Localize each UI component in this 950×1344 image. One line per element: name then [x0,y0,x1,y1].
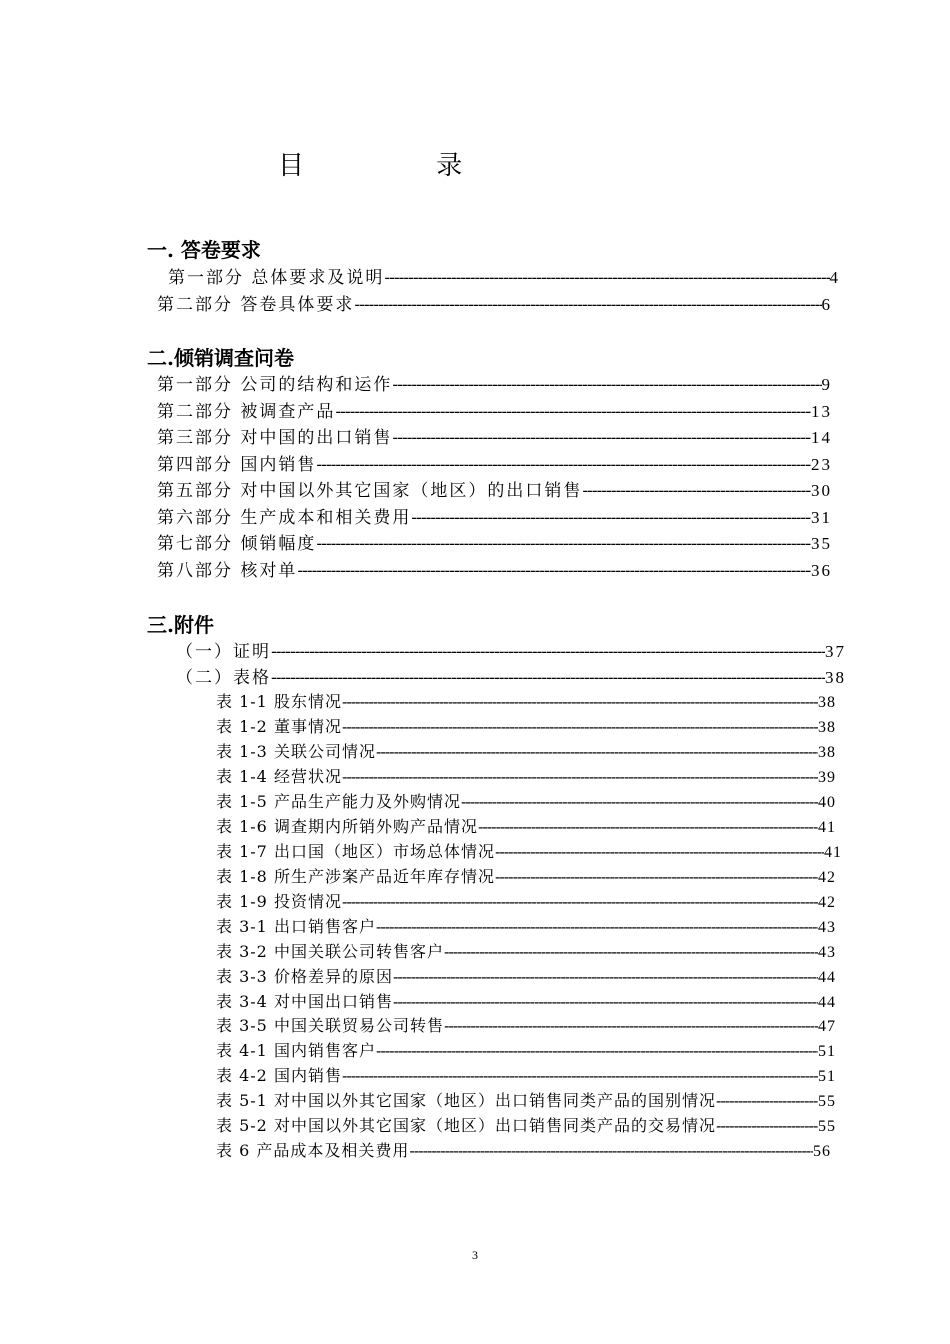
section-heading-2: 二.倾销调查问卷 [147,346,294,370]
toc-entry[interactable] [157,556,832,580]
toc-entry-page: 44 [818,994,836,1011]
toc-table-entry[interactable] [216,739,836,763]
toc-entry-label: 第一部分 公司的结构和运作 [157,375,393,394]
toc-entry[interactable] [157,503,832,527]
toc-entry-page: 38 [818,719,836,736]
dot-leader [297,561,811,580]
toc-table-entry[interactable] [216,814,836,838]
toc-entry-label: 表 1-9 投资情况 [216,892,342,911]
toc-entry-label: 表 1-7 出口国（地区）市场总体情况 [216,842,495,861]
dot-leader [376,1041,818,1060]
dot-leader [316,455,811,474]
toc-entry-label: 第二部分 答卷具体要求 [157,295,355,314]
toc-table-entry[interactable] [216,1038,836,1062]
toc-table-entry[interactable] [216,989,836,1013]
dot-leader [376,742,818,761]
toc-entry-page: 41 [818,819,836,836]
toc-entry-page: 38 [825,668,846,687]
toc-entry-label: 表 5-1 对中国以外其它国家（地区）出口销售同类产品的国别情况 [216,1091,716,1110]
toc-entry-label: 表 1-3 关联公司情况 [216,742,376,761]
dot-leader [478,817,818,836]
toc-entry-page: 42 [818,894,836,911]
toc-table-entry[interactable] [216,939,836,963]
toc-entry[interactable] [157,423,832,447]
toc-entry[interactable] [157,370,832,394]
toc-entry-label: 表 4-2 国内销售 [216,1066,342,1085]
toc-entry[interactable] [176,663,846,687]
toc-entry-page: 51 [818,1068,836,1085]
toc-table-entry[interactable] [216,914,836,938]
toc-entry-label: 第三部分 对中国的出口销售 [157,428,393,447]
section-heading-1: 一. 答卷要求 [147,238,261,262]
toc-table-entry[interactable] [216,864,836,888]
dot-leader [444,1016,818,1035]
toc-table-entry[interactable] [216,1063,836,1087]
dot-leader [409,1141,813,1160]
toc-entry-page: 30 [811,481,832,500]
toc-entry[interactable] [157,529,832,553]
toc-entry-label: 第六部分 生产成本和相关费用 [157,508,412,527]
dot-leader [335,402,811,421]
toc-entry-page: 35 [811,534,832,553]
toc-table-entry[interactable] [216,889,836,913]
toc-entry-label: 表 3-5 中国关联贸易公司转售 [216,1016,444,1035]
toc-table-entry[interactable] [216,789,836,813]
toc-entry-page: 47 [818,1018,836,1035]
dot-leader [384,268,829,287]
toc-entry-page: 55 [818,1118,836,1135]
toc-entry-page: 38 [818,694,836,711]
toc-entry-page: 39 [818,769,836,786]
dot-leader [342,767,818,786]
toc-entry-label: （一）证明 [176,642,271,661]
dot-leader [316,534,811,553]
toc-entry-page: 9 [821,375,832,394]
toc-table-entry[interactable] [216,1138,831,1162]
toc-entry-label: 表 1-2 董事情况 [216,717,342,736]
dot-leader [342,692,818,711]
toc-entry[interactable] [157,290,832,314]
toc-entry-page: 41 [824,844,842,861]
page-number: 3 [472,1248,478,1262]
toc-entry-label: 表 6 产品成本及相关费用 [216,1141,410,1160]
toc-entry-page: 23 [811,455,832,474]
dot-leader [393,992,818,1011]
dot-leader [716,1091,818,1110]
toc-entry[interactable] [157,397,832,421]
toc-entry-label: 表 3-2 中国关联公司转售客户 [216,942,444,961]
dot-leader [444,942,818,961]
toc-entry[interactable] [176,637,846,661]
toc-entry[interactable] [157,476,832,500]
toc-entry-page: 4 [829,268,840,287]
toc-entry-page: 44 [818,969,836,986]
toc-entry-label: 表 3-1 出口销售客户 [216,917,376,936]
dot-leader [271,668,825,687]
dot-leader [342,892,818,911]
dot-leader [582,481,811,500]
toc-entry-label: 表 1-5 产品生产能力及外购情况 [216,792,461,811]
toc-entry-page: 43 [818,919,836,936]
toc-entry-label: 表 5-2 对中国以外其它国家（地区）出口销售同类产品的交易情况 [216,1116,716,1135]
toc-entry-label: 表 3-4 对中国出口销售 [216,992,393,1011]
toc-table-entry[interactable] [216,689,836,713]
dot-leader [495,842,824,861]
toc-entry-label: 表 1-1 股东情况 [216,692,342,711]
dot-leader [354,295,821,314]
dot-leader [342,1066,818,1085]
toc-table-entry[interactable] [216,839,842,863]
toc-table-entry[interactable] [216,764,836,788]
toc-entry-page: 13 [811,402,832,421]
dot-leader [392,375,821,394]
toc-entry-label: 第八部分 核对单 [157,561,298,580]
toc-entry-label: 表 1-4 经营状况 [216,767,342,786]
dot-leader [461,792,818,811]
toc-entry-page: 42 [818,869,836,886]
page-title: 目 录 [278,151,525,181]
toc-table-entry[interactable] [216,1113,836,1137]
toc-entry-page: 51 [818,1043,836,1060]
toc-entry-page: 36 [811,561,832,580]
toc-entry-label: 第四部分 国内销售 [157,455,317,474]
toc-entry-page: 43 [818,944,836,961]
dot-leader [393,967,818,986]
toc-entry-label: 表 4-1 国内销售客户 [216,1041,376,1060]
dot-leader [392,428,811,447]
section-heading-3: 三.附件 [147,613,214,637]
toc-entry-label: 表 3-3 价格差异的原因 [216,967,393,986]
toc-entry-label: 第二部分 被调查产品 [157,402,336,421]
toc-entry-page: 38 [818,744,836,761]
toc-entry[interactable] [157,450,832,474]
toc-entry-label: 表 1-6 调查期内所销外购产品情况 [216,817,478,836]
toc-entry-page: 31 [811,508,832,527]
toc-entry-page: 55 [818,1093,836,1110]
dot-leader [495,867,818,886]
dot-leader [716,1116,818,1135]
toc-entry[interactable] [168,263,840,287]
toc-entry-page: 56 [813,1143,831,1160]
toc-entry-label: 表 1-8 所生产涉案产品近年库存情况 [216,867,495,886]
toc-table-entry[interactable] [216,714,836,738]
toc-entry-label: 第五部分 对中国以外其它国家（地区）的出口销售 [157,481,583,500]
dot-leader [271,642,825,661]
toc-entry-label: （二）表格 [176,668,271,687]
dot-leader [376,917,818,936]
toc-table-entry[interactable] [216,1013,836,1037]
dot-leader [342,717,818,736]
toc-entry-label: 第七部分 倾销幅度 [157,534,317,553]
toc-entry-page: 40 [818,794,836,811]
toc-table-entry[interactable] [216,1088,836,1112]
dot-leader [411,508,811,527]
toc-entry-label: 第一部分 总体要求及说明 [168,268,385,287]
toc-entry-page: 37 [825,642,846,661]
toc-entry-page: 6 [821,295,832,314]
toc-table-entry[interactable] [216,964,836,988]
toc-entry-page: 14 [811,428,832,447]
